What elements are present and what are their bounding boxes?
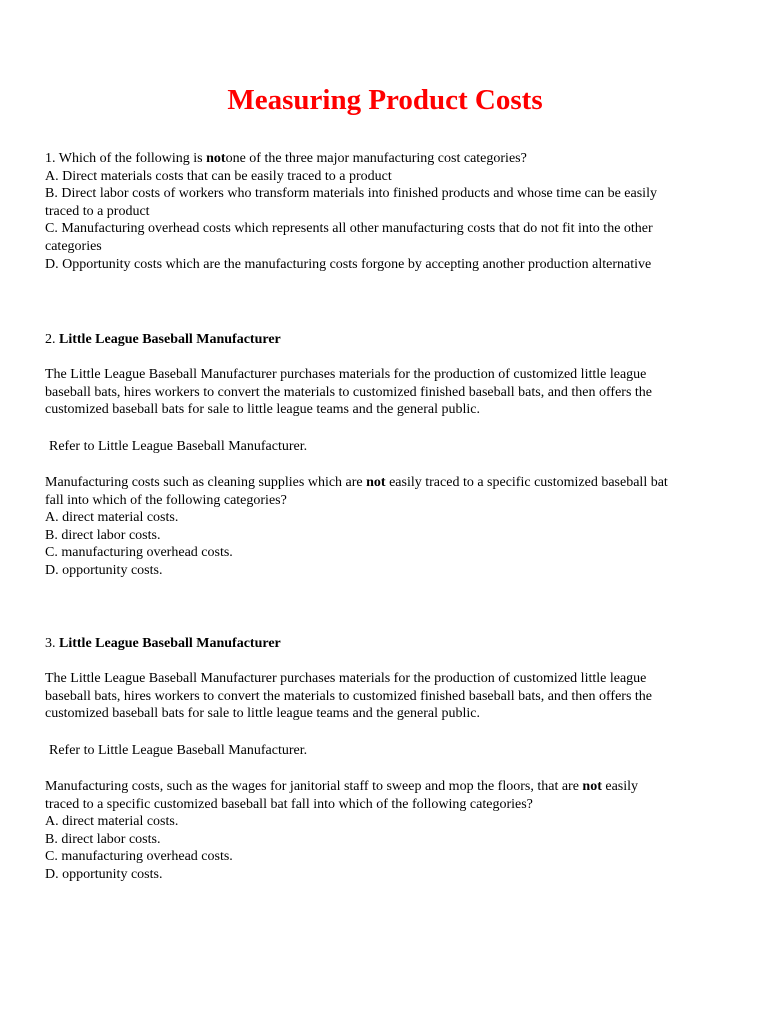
question-2-option-c: C. manufacturing overhead costs. bbox=[45, 545, 233, 561]
question-1-stem: 1. Which of the following is notone of the three major manufacturing cost categories? bbox=[45, 151, 527, 166]
question-2-stem: Manufacturing costs such as cleaning supplies which are not easily traced to a specific customized baseball bat bbox=[45, 475, 668, 490]
question-1-option-c: C. Manufacturing overhead costs which represents all other manufacturing costs that do not fit into the other bbox=[45, 221, 653, 237]
question-2-option-a: A. direct material costs. bbox=[45, 510, 179, 526]
question-2-scenario: The Little League Baseball Manufacturer purchases materials for the production of customized little league baseball bats, hires workers to convert the materials to customized finished baseball bats, and then offers the customized baseball bats for sale to little league teams and the general public. bbox=[45, 367, 653, 418]
document-title: Measuring Product Costs bbox=[227, 84, 543, 116]
question-3-refer: Refer to Little League Baseball Manufacturer. bbox=[49, 743, 308, 758]
question-3-body: Manufacturing costs, such as the wages for janitorial staff to sweep and mop the floors, that are not easily traced to a specific customized baseball bat fall into which of the following categories? A. direct material costs. B. direct labor costs. C. manufacturing overhead costs. D. opportunity costs. bbox=[45, 778, 725, 884]
question-2-refer: Refer to Little League Baseball Manufacturer. bbox=[49, 439, 308, 454]
question-3-option-b: B. direct labor costs. bbox=[45, 831, 161, 847]
question-3-stem: Manufacturing costs, such as the wages for janitorial staff to sweep and mop the floors, that are not easily bbox=[45, 779, 639, 794]
question-1-option-b-continued: traced to a product bbox=[45, 203, 150, 219]
question-2-option-d: D. opportunity costs. bbox=[45, 562, 163, 578]
question-1-option-b: B. Direct labor costs of workers who transform materials into finished products and whose time can be easily bbox=[45, 186, 657, 202]
question-3-heading bbox=[45, 635, 725, 653]
question-2-heading bbox=[45, 331, 725, 349]
question-1-option-d: D. Opportunity costs which are the manufacturing costs forgone by accepting another production alternative bbox=[45, 256, 652, 272]
question-2-body: Manufacturing costs such as cleaning supplies which are not easily traced to a specific customized baseball bat fall into which of the following categories? A. direct material costs. B. direct labor costs. C. manufacturing overhead costs. D. opportunity costs. bbox=[45, 474, 725, 580]
question-3-option-d: D. opportunity costs. bbox=[45, 866, 163, 882]
question-3-option-c: C. manufacturing overhead costs. bbox=[45, 849, 233, 865]
question-3-title: Little League Baseball Manufacturer bbox=[59, 636, 281, 651]
question-2-option-b: B. direct labor costs. bbox=[45, 527, 161, 543]
question-3-scenario: The Little League Baseball Manufacturer purchases materials for the production of customized little league baseball bats, hires workers to convert the materials to customized finished baseball bats, and then offers the customized baseball bats for sale to little league teams and the general public. bbox=[45, 671, 653, 722]
question-1-option-a: A. Direct materials costs that can be easily traced to a product bbox=[45, 168, 392, 184]
question-2-title: Little League Baseball Manufacturer bbox=[59, 332, 281, 347]
question-1 bbox=[45, 150, 725, 273]
question-3-number: 3. bbox=[45, 636, 59, 651]
question-3-option-a: A. direct material costs. bbox=[45, 814, 179, 830]
question-2-number: 2. bbox=[45, 332, 59, 347]
question-1-option-c-continued: categories bbox=[45, 238, 102, 254]
